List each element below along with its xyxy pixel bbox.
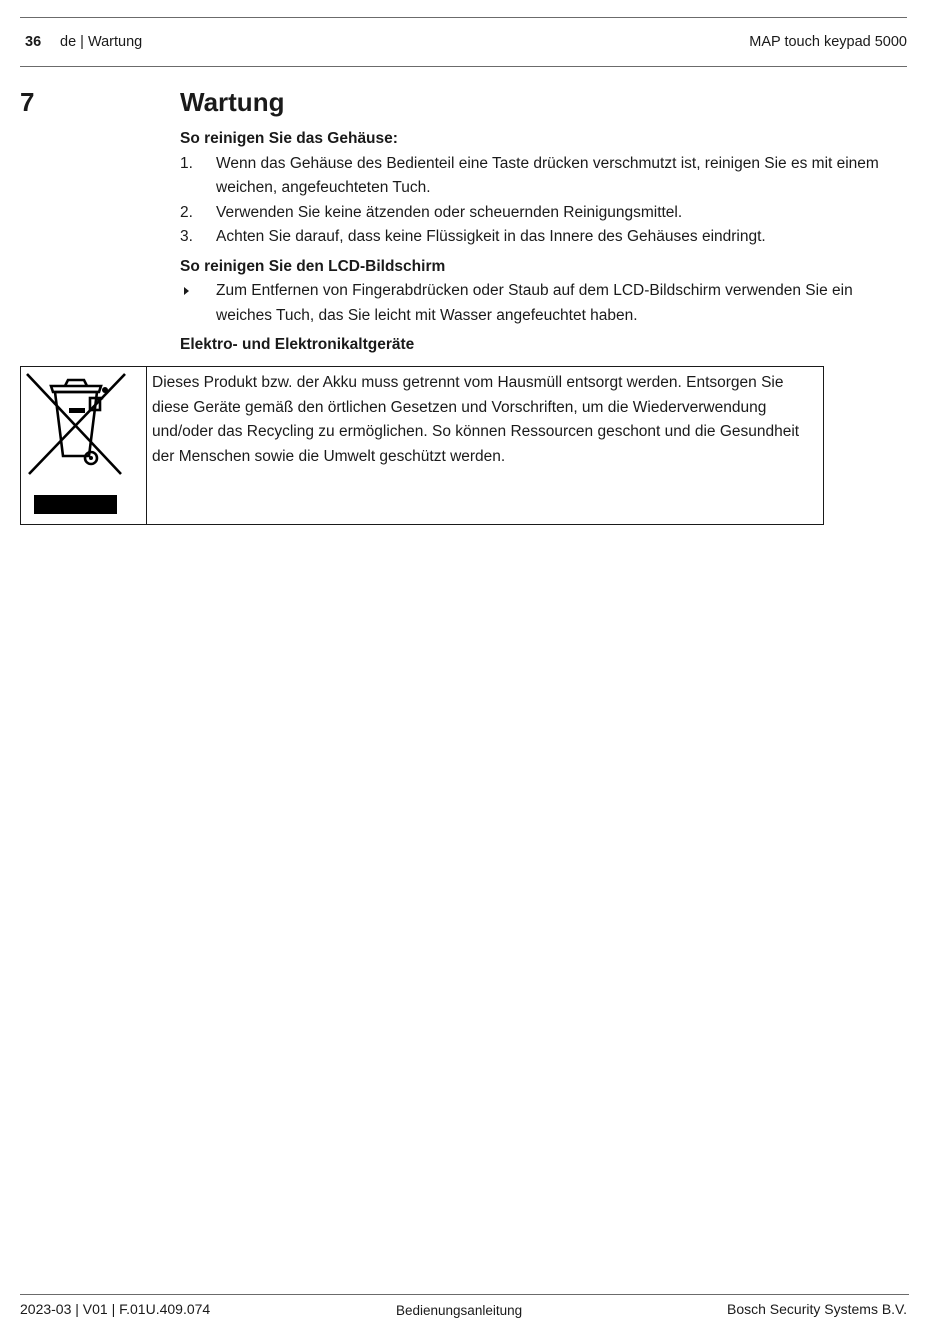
lcd-cleaning-steps bbox=[180, 279, 910, 328]
step-text: Verwenden Sie keine ätzenden oder scheuernden Reinigungsmittel. bbox=[216, 203, 683, 221]
chapter-body bbox=[180, 127, 910, 358]
weee-black-bar bbox=[34, 495, 117, 514]
crossed-out-wheelie-bin-icon bbox=[25, 372, 131, 476]
step-number: 1. bbox=[180, 154, 193, 172]
footer-company: Bosch Security Systems B.V. bbox=[727, 1301, 907, 1317]
step-text: Wenn das Gehäuse des Bedienteil eine Taste drücken verschmutzt ist, reinigen Sie es mit einem weichen, angefeuchteten Tuch. bbox=[216, 154, 879, 196]
running-section: de | Wartung bbox=[60, 34, 143, 50]
list-item bbox=[180, 225, 910, 250]
footer-document-type: Bedienungsanleitung bbox=[396, 1303, 523, 1318]
action-arrow-icon bbox=[184, 287, 189, 295]
running-product-name: MAP touch keypad 5000 bbox=[749, 34, 907, 50]
housing-cleaning-steps bbox=[180, 152, 910, 250]
lcd-cleaning-heading: So reinigen Sie den LCD-Bildschirm bbox=[180, 257, 446, 275]
list-item bbox=[180, 279, 910, 328]
chapter-title: Wartung bbox=[180, 87, 285, 117]
weee-icon-cell bbox=[21, 367, 147, 524]
list-item bbox=[180, 201, 910, 226]
step-text: Zum Entfernen von Fingerabdrücken oder Staub auf dem LCD-Bildschirm verwenden Sie ein weiches Tuch, das Sie leicht mit Wasser angefeuchtet haben. bbox=[216, 282, 853, 324]
weee-notice-table bbox=[20, 366, 824, 525]
footer-rule bbox=[20, 1294, 909, 1295]
step-text: Achten Sie darauf, dass keine Flüssigkeit in das Innere des Gehäuses eindringt. bbox=[216, 228, 766, 245]
chapter-number: 7 bbox=[20, 87, 35, 117]
header-bottom-rule bbox=[20, 66, 907, 67]
header-top-rule bbox=[20, 17, 907, 18]
step-number: 2. bbox=[180, 203, 193, 221]
weee-heading: Elektro- und Elektronikaltgeräte bbox=[180, 336, 415, 353]
list-item bbox=[180, 152, 910, 201]
footer-document-id: 2023-03 | V01 | F.01U.409.074 bbox=[20, 1301, 211, 1317]
weee-disposal-text: Dieses Produkt bzw. der Akku muss getrennt vom Hausmüll entsorgt werden. Entsorgen Sie diese Geräte gemäß den örtlichen Gesetzen und Vorschriften, um die Wiederverwendung und/oder das Recycling zu ermöglichen. So können Ressourcen geschont und die Gesundheit der Menschen sowie die Umwelt geschützt werden. bbox=[152, 374, 800, 465]
page-number: 36 bbox=[25, 34, 42, 50]
housing-cleaning-heading: So reinigen Sie das Gehäuse: bbox=[180, 130, 398, 147]
step-number: 3. bbox=[180, 228, 193, 245]
